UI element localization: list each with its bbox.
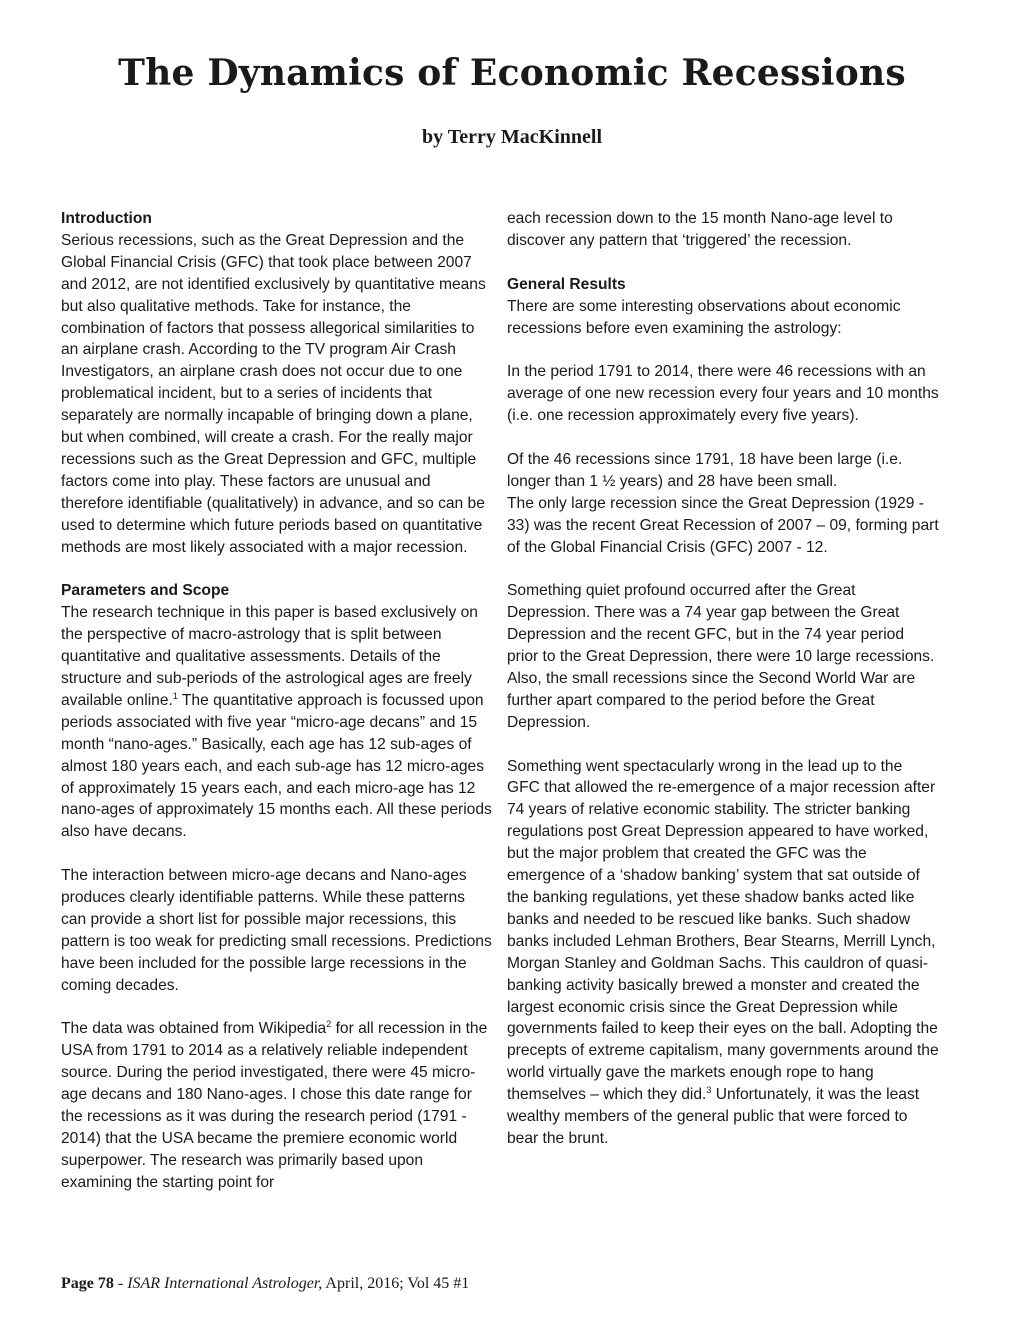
paragraph xyxy=(61,1018,493,1193)
paragraph-text: The quantitative approach is focussed upon periods associated with five year “micro-age decans” and 15 month “nano-ages.” Basically, each age has 12 sub-ages of almost 180 years each, and each sub-age has 12 micro-ages of approximately 15 years each, and each micro-age has 12 nano-ages of approximately 15 months each. All these periods also have decans. xyxy=(61,691,492,841)
paragraph: In the period 1791 to 2014, there were 46 recessions with an average of one new recession every four years and 10 months (i.e. one recession approximately every five years). xyxy=(507,363,939,425)
paragraph-text: Unfortunately, it was the least wealthy members of the general public that were forced to bear the brunt. xyxy=(507,1086,920,1147)
section-heading-introduction: Introduction xyxy=(61,210,152,227)
paragraph-text: Something went spectacularly wrong in the lead up to the GFC that allowed the re-emergence of a major recession after 74 years of relative economic stability. The stricter banking regulations post Great Depression appeared to have worked, but the major problem that created the GFC was the emergence of a ‘shadow banking’ system that sat outside of the banking regulations, yet these shadow banks acted like banks and needed to be rescued like banks. Such shadow banks included Lehman Brothers, Bear Stearns, Merrill Lynch, Morgan Stanley and Goldman Sachs. This cauldron of quasi-banking activity basically brewed a monster and created the largest economic crisis since the Great Depression while governments failed to keep their eyes on the ball. Adopting the precepts of extreme capitalism, many governments around the world virtually gave the markets enough rope to hang themselves – which they did. xyxy=(507,757,939,1104)
paragraph xyxy=(507,756,939,1150)
paragraph: There are some interesting observations about economic recessions before even examining the astrology: xyxy=(507,297,901,337)
footnote-marker: 1 xyxy=(172,690,178,701)
section-heading-general-results: General Results xyxy=(507,275,626,293)
left-column xyxy=(61,208,493,1194)
footer-separator: - xyxy=(113,1275,128,1292)
paragraph: Of the 46 recessions since 1791, 18 have been large (i.e. longer than 1 ½ years) and 28 have been small. xyxy=(507,450,903,490)
issue-info: April, 2016; Vol 45 #1 xyxy=(322,1275,470,1292)
paragraph: each recession down to the 15 month Nano-age level to discover any pattern that ‘triggered’ the recession. xyxy=(507,210,893,249)
paragraph-text: The research technique in this paper is based exclusively on the perspective of macro-astrology that is split between quantitative and qualitative assessments. Details of the structure and sub-periods of the astrological ages are freely available online. xyxy=(61,604,478,709)
author-byline: by Terry MacKinnell xyxy=(422,126,602,148)
paragraph-text: The data was obtained from Wikipedia xyxy=(61,1020,327,1038)
article-title: The Dynamics of Economic Recessions xyxy=(118,52,906,94)
page-number: Page 78 xyxy=(61,1275,114,1292)
paragraph: Something quiet profound occurred after the Great Depression. There was a 74 year gap between the Great Depression and the recent GFC, but in the 74 year period prior to the Great Depression, there were 10 large recessions. Also, the small recessions since the Second World War are further apart compared to the period before the Great Depression. xyxy=(507,582,935,731)
paragraph xyxy=(61,602,493,843)
page-footer xyxy=(61,1275,469,1293)
paragraph: Serious recessions, such as the Great Depression and the Global Financial Crisis (GFC) that took place between 2007 and 2012, are not identified exclusively by quantitative means but also qualitative methods. Take for instance, the combination of factors that possess allegorical similarities to an airplane crash. According to the TV program Air Crash Investigators, an airplane crash does not occur due to one problematical incident, but to a series of incidents that separately are normally incapable of bringing down a plane, but when combined, will create a crash. For the really major recessions such as the Great Depression and GFC, multiple factors come into play. These factors are unusual and therefore identifiable (qualitatively) in advance, and so can be used to determine which future periods based on quantitative methods are most likely associated with a major recession. xyxy=(61,231,486,556)
paragraph: The only large recession since the Great Depression (1929 - 33) was the recent Great Recession of 2007 – 09, forming part of the Global Financial Crisis (GFC) 2007 - 12. xyxy=(507,494,939,556)
right-column xyxy=(507,208,939,1150)
footnote-marker: 2 xyxy=(326,1019,332,1030)
paragraph-text: for all recession in the USA from 1791 to 2014 as a relatively reliable independent source. During the period investigated, there were 45 micro-age decans and 180 Nano-ages. I chose this date range for the recessions as it was during the research period (1791 - 2014) that the USA became the premiere economic world superpower. The research was primarily based upon examining the starting point for xyxy=(61,1020,488,1191)
footnote-marker: 3 xyxy=(706,1084,712,1095)
section-heading-parameters: Parameters and Scope xyxy=(61,582,230,600)
paragraph: The interaction between micro-age decans and Nano-ages produces clearly identifiable patterns. While these patterns can provide a short list for possible major recessions, this pattern is too weak for predicting small recessions. Predictions have been included for the possible large recessions in the coming decades. xyxy=(61,867,492,994)
publication-name: ISAR International Astrologer, xyxy=(127,1275,323,1292)
